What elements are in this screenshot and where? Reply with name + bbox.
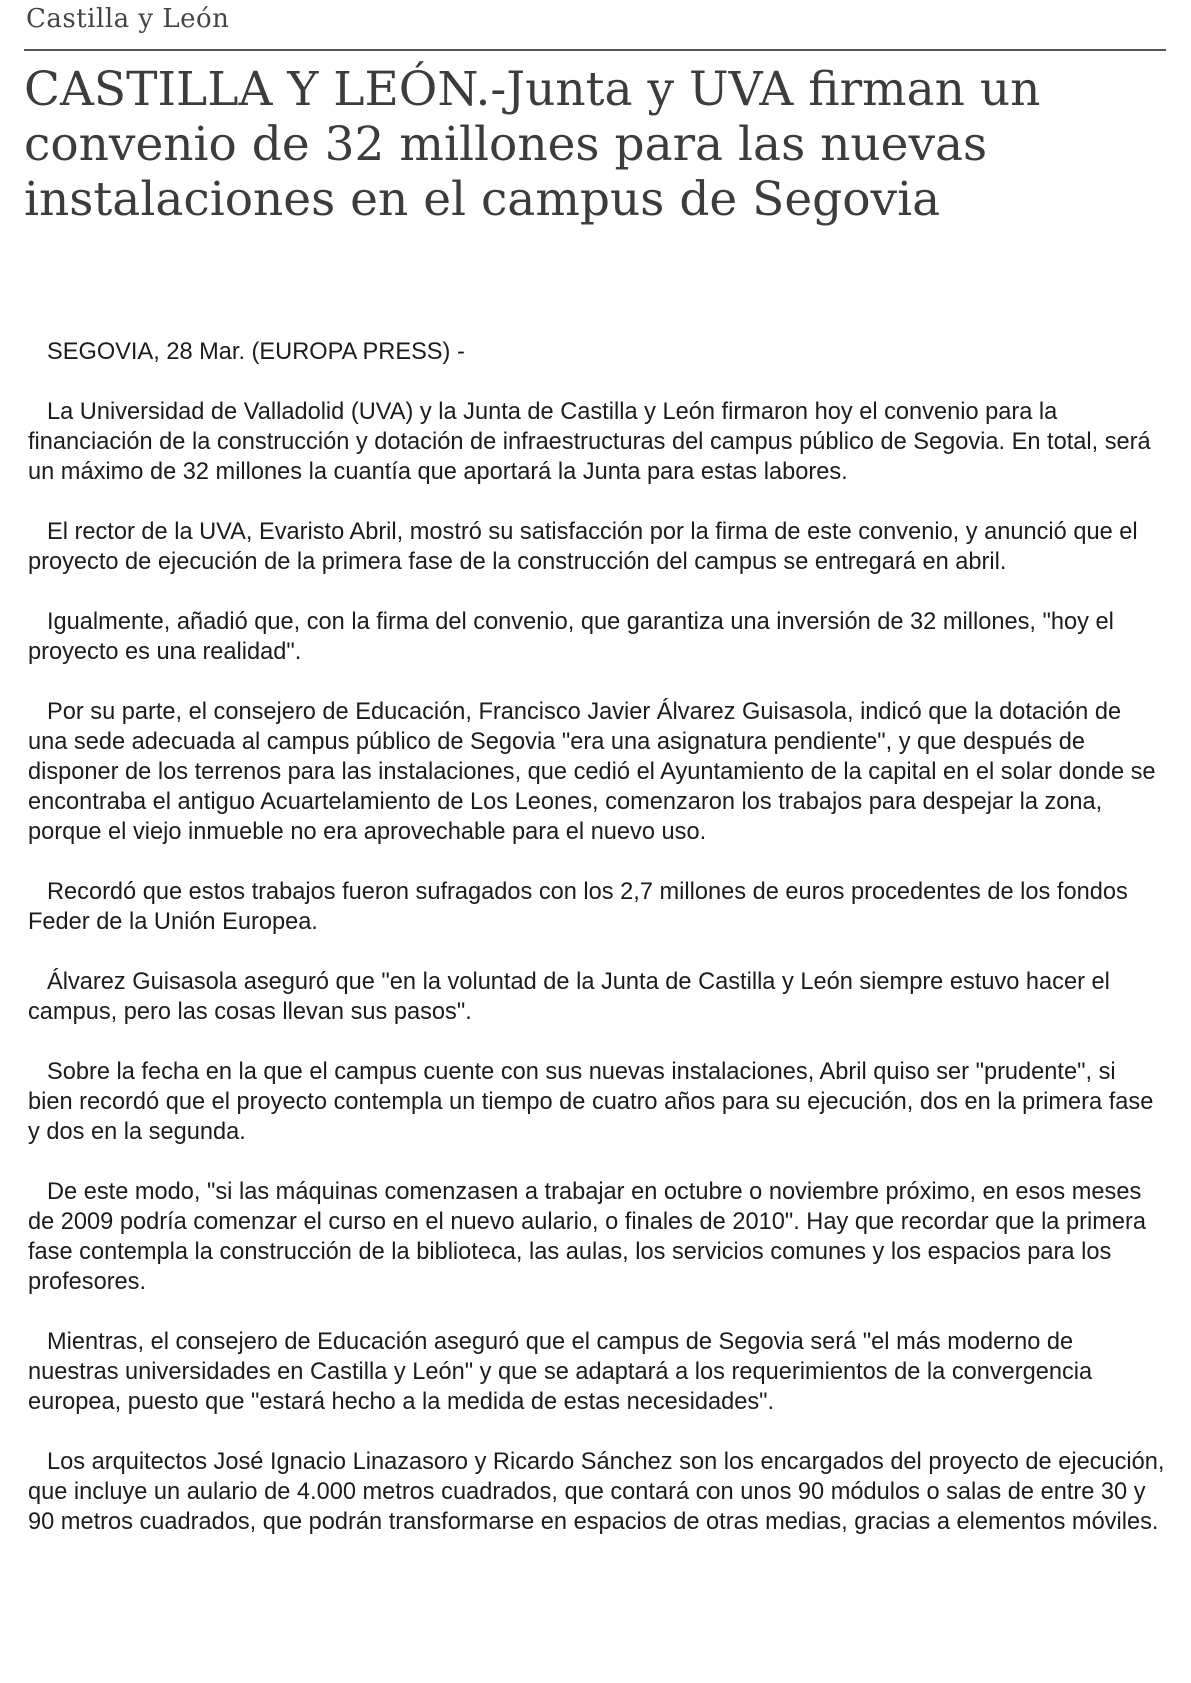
dateline: SEGOVIA, 28 Mar. (EUROPA PRESS) -: [47, 339, 465, 365]
header-rule: [24, 49, 1166, 51]
article-paragraph: De este modo, "si las máquinas comenzasen a trabajar en octubre o noviembre próximo, en esos meses de 2009 podría comenzar el curso en el nuevo aulario, o finales de 2010". Hay que recordar que la primera fase contempla la construcción de la biblioteca, las aulas, los servicios comunes y los espacios para los profesores.: [28, 1179, 1146, 1295]
section-header: Castilla y León: [26, 4, 230, 34]
article-body: [28, 337, 1166, 1537]
article-paragraph: Por su parte, el consejero de Educación, Francisco Javier Álvarez Guisasola, indicó que la dotación de una sede adecuada al campus público de Segovia "era una asignatura pendiente", y que después de disponer de los terrenos para las instalaciones, que cedió el Ayuntamiento de la capital en el solar donde se encontraba el antiguo Acuartelamiento de Los Leones, comenzaron los trabajos para despejar la zona, porque el viejo inmueble no era aprovechable para el nuevo uso.: [28, 699, 1156, 845]
article-paragraph: El rector de la UVA, Evaristo Abril, mostró su satisfacción por la firma de este convenio, y anunció que el proyecto de ejecución de la primera fase de la construcción del campus se entregará en abril.: [28, 519, 1138, 575]
article-paragraph: Álvarez Guisasola aseguró que "en la voluntad de la Junta de Castilla y León siempre estuvo hacer el campus, pero las cosas llevan sus pasos".: [28, 969, 1110, 1025]
article-paragraph: Recordó que estos trabajos fueron sufragados con los 2,7 millones de euros procedentes de los fondos Feder de la Unión Europea.: [28, 879, 1128, 935]
article-paragraph: Mientras, el consejero de Educación aseguró que el campus de Segovia será "el más moderno de nuestras universidades en Castilla y León" y que se adaptará a los requerimientos de la convergencia europea, puesto que "estará hecho a la medida de estas necesidades".: [28, 1329, 1093, 1415]
article-headline: CASTILLA Y LEÓN.-Junta y UVA firman un convenio de 32 millones para las nuevas instalaciones en el campus de Segovia: [24, 62, 1041, 227]
article-paragraph: Sobre la fecha en la que el campus cuente con sus nuevas instalaciones, Abril quiso ser "prudente", si bien recordó que el proyecto contempla un tiempo de cuatro años para su ejecución, dos en la primera fase y dos en la segunda.: [28, 1059, 1154, 1145]
article-paragraph: Los arquitectos José Ignacio Linazasoro y Ricardo Sánchez son los encargados del proyecto de ejecución, que incluye un aulario de 4.000 metros cuadrados, que contará con unos 90 módulos o salas de entre 30 y 90 metros cuadrados, que podrán transformarse en espacios de otras medias, gracias a elementos móviles.: [28, 1449, 1165, 1535]
article-paragraph: Igualmente, añadió que, con la firma del convenio, que garantiza una inversión de 32 millones, "hoy el proyecto es una realidad".: [28, 609, 1114, 665]
article-paragraph: La Universidad de Valladolid (UVA) y la Junta de Castilla y León firmaron hoy el convenio para la financiación de la construcción y dotación de infraestructuras del campus público de Segovia. En total, será un máximo de 32 millones la cuantía que aportará la Junta para estas labores.: [28, 399, 1151, 485]
